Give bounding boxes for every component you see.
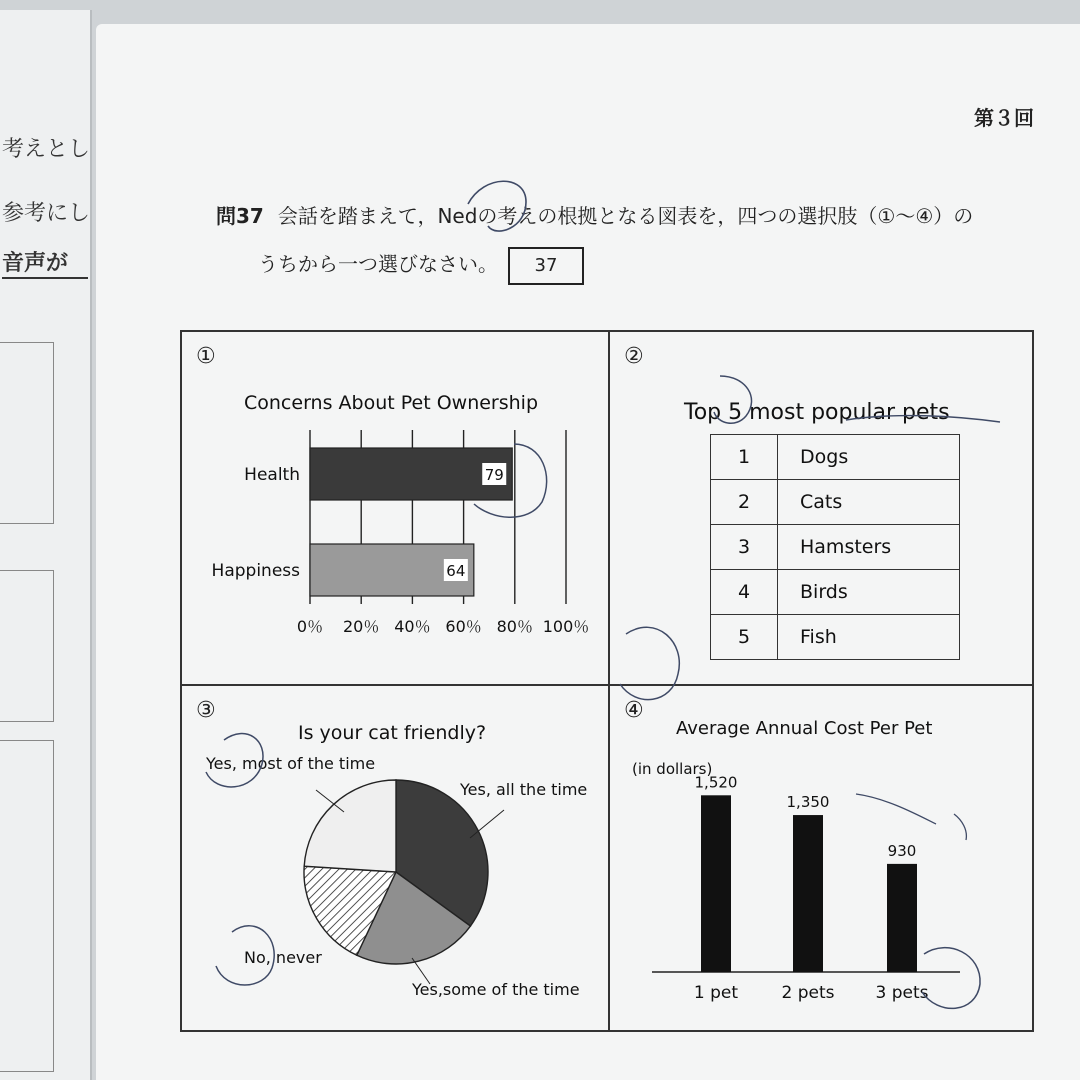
pie-label: Yes, most of the time bbox=[206, 754, 376, 773]
pie-slice bbox=[304, 780, 396, 872]
option-2-marker: ② bbox=[624, 344, 644, 369]
category-label: Happiness bbox=[211, 561, 300, 581]
x-tick-label: 80％ bbox=[496, 617, 533, 636]
table-row bbox=[711, 525, 960, 570]
option-2[interactable] bbox=[610, 332, 1032, 686]
cat-friendly-pie-chart bbox=[182, 686, 610, 1030]
option-3[interactable] bbox=[182, 686, 610, 1030]
data-label: 1,350 bbox=[786, 793, 830, 812]
category-label: 1 pet bbox=[693, 983, 739, 1003]
option-4[interactable] bbox=[610, 686, 1032, 1030]
bar bbox=[887, 864, 917, 972]
data-label: 64 bbox=[446, 562, 466, 580]
question-text bbox=[216, 192, 1046, 288]
category-label: 3 pets bbox=[875, 983, 929, 1003]
workbook-page bbox=[96, 24, 1080, 1080]
category-label: 2 pets bbox=[781, 983, 835, 1003]
option-1-marker: ① bbox=[196, 344, 216, 369]
left-page-text: 参考にし bbox=[2, 201, 91, 226]
left-page-frame bbox=[0, 570, 54, 722]
option-2-title: Top 5 most popular pets bbox=[684, 400, 950, 425]
concerns-bar-chart bbox=[182, 332, 610, 686]
data-label: 79 bbox=[484, 466, 504, 484]
pet-cell: Dogs bbox=[778, 435, 960, 480]
table-row bbox=[711, 615, 960, 660]
option-4-title: Average Annual Cost Per Pet bbox=[676, 718, 933, 739]
data-label: 930 bbox=[887, 841, 917, 860]
left-page-frame bbox=[0, 740, 54, 1072]
rank-cell: 1 bbox=[711, 435, 778, 480]
pet-cell: Cats bbox=[778, 480, 960, 525]
question-number: 問37 bbox=[216, 204, 264, 228]
annual-cost-bar-chart bbox=[610, 686, 1032, 1030]
pet-cell: Birds bbox=[778, 570, 960, 615]
pie-label: Yes, all the time bbox=[460, 780, 588, 799]
options-grid bbox=[180, 330, 1034, 1032]
pet-cell: Fish bbox=[778, 615, 960, 660]
left-page-text: 音声が bbox=[2, 246, 88, 279]
rank-cell: 2 bbox=[711, 480, 778, 525]
option-4-marker: ④ bbox=[624, 698, 644, 723]
x-tick-label: 60％ bbox=[445, 617, 482, 636]
popular-pets-table bbox=[710, 434, 960, 660]
pet-cell: Hamsters bbox=[778, 525, 960, 570]
question-line-2: うちから一つ選びなさい。 bbox=[258, 252, 498, 276]
rank-cell: 5 bbox=[711, 615, 778, 660]
table-row bbox=[711, 435, 960, 480]
question-line-1: 会話を踏まえて，Nedの考えの根拠となる図表を，四つの選択肢（①～④）の bbox=[277, 204, 974, 228]
x-tick-label: 20％ bbox=[343, 617, 380, 636]
option-1-title: Concerns About Pet Ownership bbox=[244, 392, 539, 414]
answer-box[interactable]: 37 bbox=[508, 247, 584, 285]
bar bbox=[793, 815, 823, 972]
x-tick-label: 0％ bbox=[296, 617, 324, 636]
data-label: 1,520 bbox=[694, 773, 738, 792]
pie-label: Yes,some of the time bbox=[412, 980, 580, 999]
rank-cell: 3 bbox=[711, 525, 778, 570]
option-4-unit-label: (in dollars) bbox=[632, 760, 713, 778]
bar bbox=[701, 795, 731, 972]
x-tick-label: 40％ bbox=[394, 617, 431, 636]
option-3-marker: ③ bbox=[196, 698, 216, 723]
category-label: Health bbox=[244, 465, 300, 485]
round-label: 第３回 bbox=[974, 106, 1034, 130]
table-row bbox=[711, 480, 960, 525]
option-3-title: Is your cat friendly? bbox=[298, 722, 487, 744]
x-tick-label: 100％ bbox=[542, 617, 590, 636]
option-1[interactable] bbox=[182, 332, 610, 686]
pie-label: No, never bbox=[244, 948, 322, 967]
left-page-text: 考えとし bbox=[2, 137, 91, 162]
bar bbox=[310, 448, 512, 500]
left-page-edge bbox=[0, 10, 92, 1080]
left-page-frame bbox=[0, 342, 54, 524]
rank-cell: 4 bbox=[711, 570, 778, 615]
table-row bbox=[711, 570, 960, 615]
